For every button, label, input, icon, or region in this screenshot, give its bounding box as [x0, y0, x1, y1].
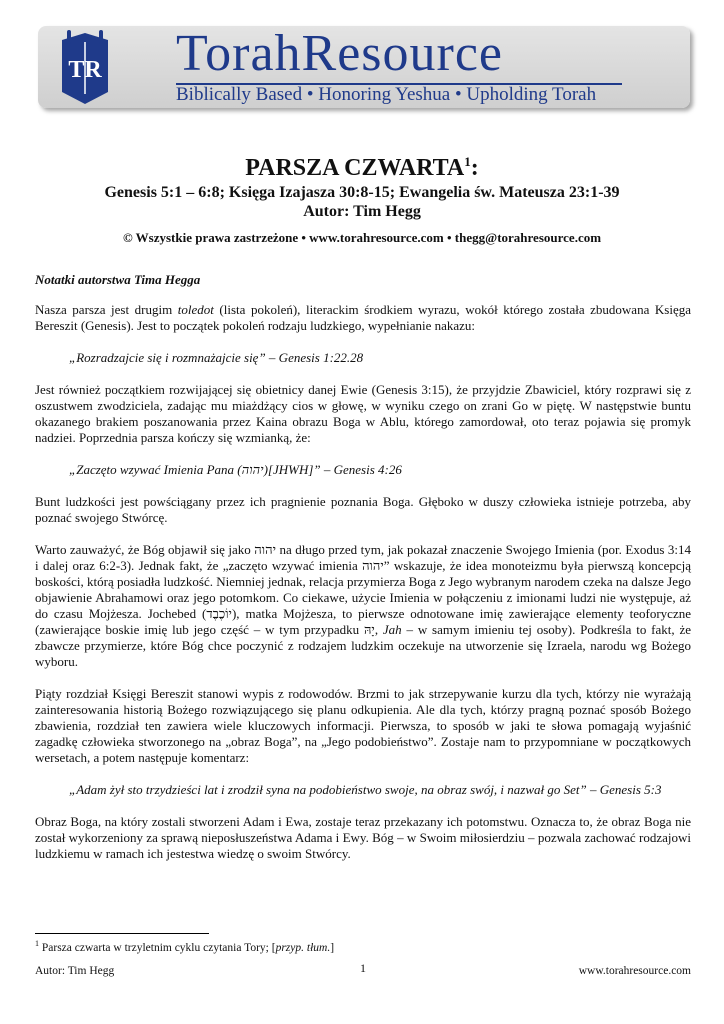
- header-banner: [38, 26, 690, 108]
- logo-text: TR: [68, 57, 102, 83]
- paragraph-5: Piąty rozdział Księgi Bereszit stanowi wypis z rodowodów. Brzmi to jak strzepywanie kurzu dla tych, którzy nie wyrażają zainteresowania historią Bożego rozwiązującego się planu odkupienia. Ale dla tych, którzy pragną poznać sposób Bożego zbawienia, rozdział ten zawiera wiele kluczowych informacji. Pierwsza, to sposób w jaki te słowa pomagają wyjaśnić zagadkę człowieka stworzonego na „obraz Boga”, na „Jego podobieństwo”. Zostaje nam to przypomniane w początkowych wersetach, a potem następuje komentarz:: [35, 686, 691, 765]
- paragraph-6: Obraz Boga, na który zostali stworzeni Adam i Ewa, zostaje teraz przekazany ich potomstwu. Oznacza to, że obraz Boga nie został wykorzeniony za sprawą nieposłuszeństwa Adama i Ewy. Bóg – w Swoim miłosierdziu – pozwala zachować rodzajowi ludzkiemu w ramach ich jestestwa wiedzę o swoim Stwórcy.: [35, 814, 691, 861]
- footer-website: www.torahresource.com: [578, 965, 691, 977]
- brand-name: TorahResource: [176, 25, 504, 82]
- page-number: 1: [360, 961, 366, 975]
- quote-2: „Zaczęto wzywać Imienia Pana (יהוה)[JHWH]” – Genesis 4:26: [69, 462, 402, 477]
- quote-3: „Adam żył sto trzydzieści lat i zrodził syna na podobieństwo swoje, na obraz swój, i nazwał go Set” – Genesis 5:3: [69, 782, 662, 797]
- torah-scroll-logo-icon: [58, 28, 112, 108]
- paragraph-4: Warto zauważyć, że Bóg objawił się jako יהוה na długo przed tym, jak pokazał znaczenie Swojego Imienia (por. Exodus 3:14 i dalej oraz 6:2-3). Jednak fakt, że „zaczęto wzywać imienia יהוה” wskazuje, że idea monoteizmu była pierwszą koncepcją boskości, którą posiadła ludzkość. Niemniej jednak, relacja przymierza Boga z Jego wybranym narodem czeka na dalsze Jego objawienie Abrahamowi oraz jego potomkom. Co ciekawe, użycie Imienia w połączeniu z imionami ludzi nie występuje, aż do czasu Mojżesza. Jochebed (יוֹכֶבֶד), matka Mojżesza, to pierwsze odnotowane imię zawierające elementy teoforyczne (zawierające boskie imię lub jego część – w tym przypadku יָהּ, Jah – w samym imieniu tej osoby). Podkreśla to fakt, że zbawcze przymierze, które Bóg chce poczynić z rodzajem ludzkim oczekuje na utworzenie się Izraela, narodu wg Bożego wyboru.: [35, 542, 692, 669]
- scripture-readings: Genesis 5:1 – 6:8; Księga Izajasza 30:8-15; Ewangelia św. Mateusza 23:1-39: [104, 184, 620, 201]
- footnote-divider: [35, 933, 209, 934]
- paragraph-3: Bunt ludzkości jest powściągany przez ich pragnienie poznania Boga. Głęboko w duszy człowieka istnieje potrzeba, aby poznać swojego Stwórcę.: [35, 494, 691, 525]
- footer-author: Autor: Tim Hegg: [35, 965, 115, 977]
- author-line: Autor: Tim Hegg: [303, 203, 421, 220]
- copyright-line: © Wszystkie prawa zastrzeżone • www.torahresource.com • thegg@torahresource.com: [122, 230, 602, 245]
- paragraph-1: Nasza parsza jest drugim toledot (lista pokoleń), literackim środkiem wyrazu, wokół którego została zbudowana Księga Bereszit (Genesis). Jest to początek pokoleń rodzaju ludzkiego, wypełnianie nakazu:: [35, 302, 691, 333]
- paragraph-2: Jest również początkiem rozwijającej się obietnicy danej Ewie (Genesis 3:15), że przyjdzie Zbawiciel, który rozprawi się z oszustwem zwodziciela, zadając mu miażdżący cios w głowę, w wyniku czego on zrani Go w piętę. W następstwie buntu okazanego brakiem poszanowania przez Kaina obrazu Boga w Ablu, którego zamordował, oto teraz pojawia się promyk nadziei. Poprzednia parsza kończy się wzmianką, że:: [35, 382, 691, 445]
- footnote: $^1$ Parsza czwarta w trzyletnim cyklu czytania Tory; [przyp. tłum.]: [35, 939, 335, 954]
- section-heading: Notatki autorstwa Tima Hegga: [35, 272, 201, 287]
- title-block: [0, 148, 724, 246]
- article-body: [35, 272, 691, 878]
- brand-tagline: Biblically Based • Honoring Yeshua • Upholding Torah: [176, 84, 597, 105]
- quote-1: „Rozradzajcie się i rozmnażajcie się” – Genesis 1:22.28: [69, 350, 364, 365]
- page-title: PARSZA CZWARTA$^1$:: [245, 154, 479, 181]
- title-footnote-mark: 1: [464, 154, 471, 169]
